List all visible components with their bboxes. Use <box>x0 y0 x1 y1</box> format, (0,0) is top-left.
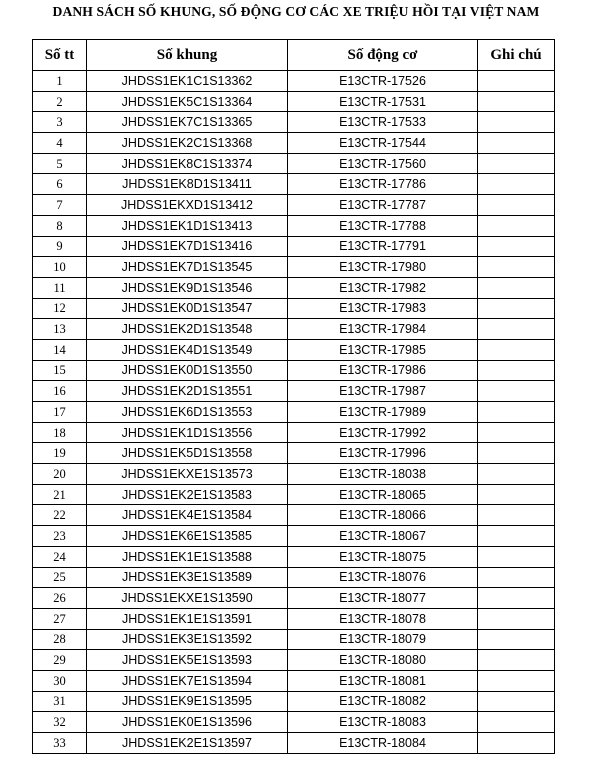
table-row <box>33 112 555 133</box>
cell-ghi-chu <box>478 670 555 691</box>
cell-stt: 24 <box>33 546 87 567</box>
cell-so-khung: JHDSS1EK5E1S13593 <box>87 650 288 671</box>
table-row <box>33 381 555 402</box>
table-row <box>33 236 555 257</box>
cell-ghi-chu <box>478 133 555 154</box>
cell-ghi-chu <box>478 567 555 588</box>
cell-ghi-chu <box>478 71 555 92</box>
cell-so-dong-co: E13CTR-17791 <box>288 236 478 257</box>
table-row <box>33 588 555 609</box>
table-row <box>33 505 555 526</box>
cell-so-khung: JHDSS1EKXE1S13590 <box>87 588 288 609</box>
cell-ghi-chu <box>478 236 555 257</box>
cell-so-khung: JHDSS1EK7D1S13416 <box>87 236 288 257</box>
cell-so-khung: JHDSS1EK1E1S13588 <box>87 546 288 567</box>
cell-so-dong-co: E13CTR-17980 <box>288 257 478 278</box>
table-row <box>33 733 555 754</box>
table-row <box>33 71 555 92</box>
cell-ghi-chu <box>478 650 555 671</box>
cell-stt: 29 <box>33 650 87 671</box>
cell-stt: 2 <box>33 91 87 112</box>
cell-stt: 27 <box>33 608 87 629</box>
cell-ghi-chu <box>478 443 555 464</box>
cell-ghi-chu <box>478 629 555 650</box>
header-ghi-chu: Ghi chú <box>478 40 555 71</box>
cell-so-dong-co: E13CTR-18067 <box>288 526 478 547</box>
cell-so-dong-co: E13CTR-17533 <box>288 112 478 133</box>
cell-stt: 10 <box>33 257 87 278</box>
cell-stt: 5 <box>33 153 87 174</box>
cell-stt: 11 <box>33 277 87 298</box>
cell-so-khung: JHDSS1EK8D1S13411 <box>87 174 288 195</box>
cell-ghi-chu <box>478 691 555 712</box>
table-row <box>33 91 555 112</box>
cell-so-khung: JHDSS1EKXD1S13412 <box>87 195 288 216</box>
table-body <box>33 71 555 754</box>
cell-so-dong-co: E13CTR-17982 <box>288 277 478 298</box>
cell-ghi-chu <box>478 733 555 754</box>
cell-so-dong-co: E13CTR-17992 <box>288 422 478 443</box>
cell-ghi-chu <box>478 91 555 112</box>
table-row <box>33 484 555 505</box>
cell-so-khung: JHDSS1EK4D1S13549 <box>87 339 288 360</box>
cell-stt: 20 <box>33 464 87 485</box>
cell-so-dong-co: E13CTR-18084 <box>288 733 478 754</box>
cell-so-khung: JHDSS1EK9E1S13595 <box>87 691 288 712</box>
header-stt: Số tt <box>33 40 87 71</box>
cell-so-khung: JHDSS1EK3E1S13589 <box>87 567 288 588</box>
cell-stt: 9 <box>33 236 87 257</box>
cell-ghi-chu <box>478 215 555 236</box>
cell-stt: 14 <box>33 339 87 360</box>
table-row <box>33 195 555 216</box>
cell-stt: 1 <box>33 71 87 92</box>
cell-so-dong-co: E13CTR-17984 <box>288 319 478 340</box>
cell-ghi-chu <box>478 112 555 133</box>
cell-stt: 7 <box>33 195 87 216</box>
cell-stt: 16 <box>33 381 87 402</box>
cell-ghi-chu <box>478 608 555 629</box>
table-row <box>33 691 555 712</box>
cell-ghi-chu <box>478 464 555 485</box>
cell-stt: 12 <box>33 298 87 319</box>
cell-so-dong-co: E13CTR-17996 <box>288 443 478 464</box>
table-row <box>33 712 555 733</box>
cell-so-khung: JHDSS1EK0E1S13596 <box>87 712 288 733</box>
cell-ghi-chu <box>478 360 555 381</box>
cell-so-khung: JHDSS1EK1C1S13362 <box>87 71 288 92</box>
table-row <box>33 360 555 381</box>
cell-so-khung: JHDSS1EKXE1S13573 <box>87 464 288 485</box>
cell-stt: 21 <box>33 484 87 505</box>
cell-stt: 13 <box>33 319 87 340</box>
cell-ghi-chu <box>478 546 555 567</box>
cell-ghi-chu <box>478 402 555 423</box>
table-row <box>33 629 555 650</box>
table-row <box>33 650 555 671</box>
cell-ghi-chu <box>478 153 555 174</box>
cell-ghi-chu <box>478 339 555 360</box>
cell-ghi-chu <box>478 277 555 298</box>
cell-so-dong-co: E13CTR-18076 <box>288 567 478 588</box>
cell-so-khung: JHDSS1EK1D1S13413 <box>87 215 288 236</box>
recall-table <box>32 39 555 754</box>
table-row <box>33 257 555 278</box>
cell-so-khung: JHDSS1EK0D1S13550 <box>87 360 288 381</box>
page-title: DANH SÁCH SỐ KHUNG, SỐ ĐỘNG CƠ CÁC XE TRIỆU HỒI TẠI VIỆT NAM <box>52 4 540 19</box>
cell-so-khung: JHDSS1EK1D1S13556 <box>87 422 288 443</box>
table-row <box>33 402 555 423</box>
cell-so-dong-co: E13CTR-18038 <box>288 464 478 485</box>
cell-so-dong-co: E13CTR-18066 <box>288 505 478 526</box>
cell-so-khung: JHDSS1EK2C1S13368 <box>87 133 288 154</box>
cell-so-khung: JHDSS1EK2D1S13551 <box>87 381 288 402</box>
cell-so-khung: JHDSS1EK6D1S13553 <box>87 402 288 423</box>
cell-ghi-chu <box>478 712 555 733</box>
cell-so-khung: JHDSS1EK7D1S13545 <box>87 257 288 278</box>
cell-stt: 15 <box>33 360 87 381</box>
cell-so-khung: JHDSS1EK9D1S13546 <box>87 277 288 298</box>
table-row <box>33 215 555 236</box>
cell-so-dong-co: E13CTR-17985 <box>288 339 478 360</box>
cell-so-dong-co: E13CTR-17544 <box>288 133 478 154</box>
cell-so-dong-co: E13CTR-17787 <box>288 195 478 216</box>
cell-stt: 23 <box>33 526 87 547</box>
table-row <box>33 443 555 464</box>
table-row <box>33 608 555 629</box>
cell-ghi-chu <box>478 422 555 443</box>
cell-ghi-chu <box>478 381 555 402</box>
cell-so-khung: JHDSS1EK3E1S13592 <box>87 629 288 650</box>
table-row <box>33 567 555 588</box>
table-row <box>33 422 555 443</box>
cell-stt: 25 <box>33 567 87 588</box>
table-row <box>33 670 555 691</box>
cell-so-khung: JHDSS1EK0D1S13547 <box>87 298 288 319</box>
table-row <box>33 546 555 567</box>
cell-so-khung: JHDSS1EK6E1S13585 <box>87 526 288 547</box>
cell-ghi-chu <box>478 298 555 319</box>
cell-stt: 22 <box>33 505 87 526</box>
cell-ghi-chu <box>478 484 555 505</box>
cell-so-dong-co: E13CTR-17983 <box>288 298 478 319</box>
cell-so-dong-co: E13CTR-17526 <box>288 71 478 92</box>
cell-so-dong-co: E13CTR-17788 <box>288 215 478 236</box>
cell-so-khung: JHDSS1EK5D1S13558 <box>87 443 288 464</box>
cell-so-khung: JHDSS1EK8C1S13374 <box>87 153 288 174</box>
cell-ghi-chu <box>478 195 555 216</box>
table-row <box>33 133 555 154</box>
cell-so-dong-co: E13CTR-18077 <box>288 588 478 609</box>
cell-so-khung: JHDSS1EK2D1S13548 <box>87 319 288 340</box>
cell-stt: 33 <box>33 733 87 754</box>
table-row <box>33 319 555 340</box>
cell-stt: 17 <box>33 402 87 423</box>
cell-stt: 30 <box>33 670 87 691</box>
header-so-dong-co: Số động cơ <box>288 40 478 71</box>
cell-so-khung: JHDSS1EK1E1S13591 <box>87 608 288 629</box>
cell-so-dong-co: E13CTR-17987 <box>288 381 478 402</box>
header-so-khung: Số khung <box>87 40 288 71</box>
cell-so-dong-co: E13CTR-18082 <box>288 691 478 712</box>
cell-so-khung: JHDSS1EK7E1S13594 <box>87 670 288 691</box>
cell-stt: 18 <box>33 422 87 443</box>
cell-so-dong-co: E13CTR-17531 <box>288 91 478 112</box>
cell-ghi-chu <box>478 505 555 526</box>
cell-stt: 32 <box>33 712 87 733</box>
cell-stt: 31 <box>33 691 87 712</box>
cell-stt: 8 <box>33 215 87 236</box>
cell-so-dong-co: E13CTR-18065 <box>288 484 478 505</box>
table-header-row <box>33 40 555 71</box>
cell-so-khung: JHDSS1EK2E1S13583 <box>87 484 288 505</box>
table-row <box>33 174 555 195</box>
cell-so-dong-co: E13CTR-17786 <box>288 174 478 195</box>
cell-ghi-chu <box>478 257 555 278</box>
cell-so-dong-co: E13CTR-18079 <box>288 629 478 650</box>
table-row <box>33 464 555 485</box>
cell-stt: 19 <box>33 443 87 464</box>
cell-so-dong-co: E13CTR-17560 <box>288 153 478 174</box>
cell-so-khung: JHDSS1EK4E1S13584 <box>87 505 288 526</box>
cell-stt: 4 <box>33 133 87 154</box>
cell-so-dong-co: E13CTR-17989 <box>288 402 478 423</box>
table-row <box>33 298 555 319</box>
cell-so-dong-co: E13CTR-18075 <box>288 546 478 567</box>
cell-so-khung: JHDSS1EK5C1S13364 <box>87 91 288 112</box>
table-row <box>33 277 555 298</box>
cell-ghi-chu <box>478 319 555 340</box>
cell-ghi-chu <box>478 526 555 547</box>
cell-so-dong-co: E13CTR-18080 <box>288 650 478 671</box>
cell-stt: 6 <box>33 174 87 195</box>
cell-ghi-chu <box>478 174 555 195</box>
table-row <box>33 153 555 174</box>
cell-so-khung: JHDSS1EK2E1S13597 <box>87 733 288 754</box>
cell-stt: 26 <box>33 588 87 609</box>
cell-so-dong-co: E13CTR-18083 <box>288 712 478 733</box>
cell-ghi-chu <box>478 588 555 609</box>
cell-stt: 28 <box>33 629 87 650</box>
cell-so-dong-co: E13CTR-18081 <box>288 670 478 691</box>
cell-so-dong-co: E13CTR-18078 <box>288 608 478 629</box>
cell-so-dong-co: E13CTR-17986 <box>288 360 478 381</box>
cell-so-khung: JHDSS1EK7C1S13365 <box>87 112 288 133</box>
cell-stt: 3 <box>33 112 87 133</box>
table-row <box>33 526 555 547</box>
table-row <box>33 339 555 360</box>
